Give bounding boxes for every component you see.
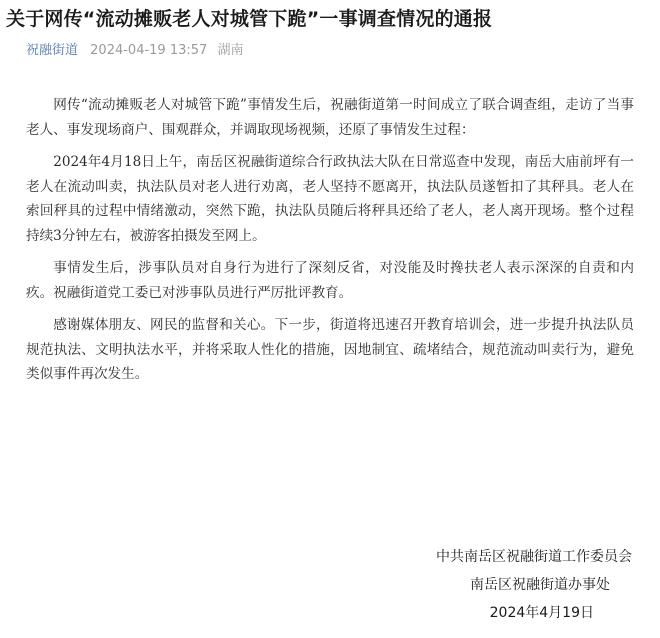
- article-body: [26, 93, 634, 395]
- signature-block: [436, 543, 632, 627]
- article-title: 关于网传“流动摊贩老人对城管下跪”一事调查情况的通报: [6, 8, 493, 30]
- publish-location: 湖南: [217, 43, 244, 58]
- signature-org-office: 南岳区祝融街道办事处: [470, 577, 610, 593]
- signature-org-committee: 中共南岳区祝融街道工作委员会: [436, 549, 632, 565]
- paragraph: 事情发生后，涉事队员对自身行为进行了深刻反省，对没能及时搀扶老人表示深深的自责和内疚。祝融街道党工委已对涉事队员进行严厉批评教育。: [26, 260, 634, 301]
- signature-date: 2024年4月19日: [489, 605, 594, 621]
- paragraph: 2024年4月18日上午，南岳区祝融街道综合行政执法大队在日常巡查中发现，南岳大庙前坪有一老人在流动叫卖，执法队员对老人进行劝离，老人坚持不愿离开，执法队员遂暂扣了其秤具。老人在索回秤具的过程中情绪激动，突然下跪，执法队员随后将秤具还给了老人，老人离开现场。整个过程持续3分钟左右，被游客拍摄发至网上。: [26, 154, 634, 244]
- author-link[interactable]: 祝融街道: [26, 43, 79, 58]
- paragraph: 网传“流动摊贩老人对城管下跪”事情发生后，祝融街道第一时间成立了联合调查组，走访了当事老人、事发现场商户、围观群众，并调取现场视频，还原了事情发生过程：: [26, 97, 634, 138]
- paragraph: 感谢媒体朋友、网民的监督和关心。下一步，街道将迅速召开教育培训会，进一步提升执法队员规范执法、文明执法水平，并将采取人性化的措施，因地制宜、疏堵结合，规范流动叫卖行为，避免类似事件再次发生。: [26, 317, 634, 382]
- publish-datetime: 2024-04-19 13:57: [90, 43, 208, 58]
- article-meta: [26, 42, 243, 60]
